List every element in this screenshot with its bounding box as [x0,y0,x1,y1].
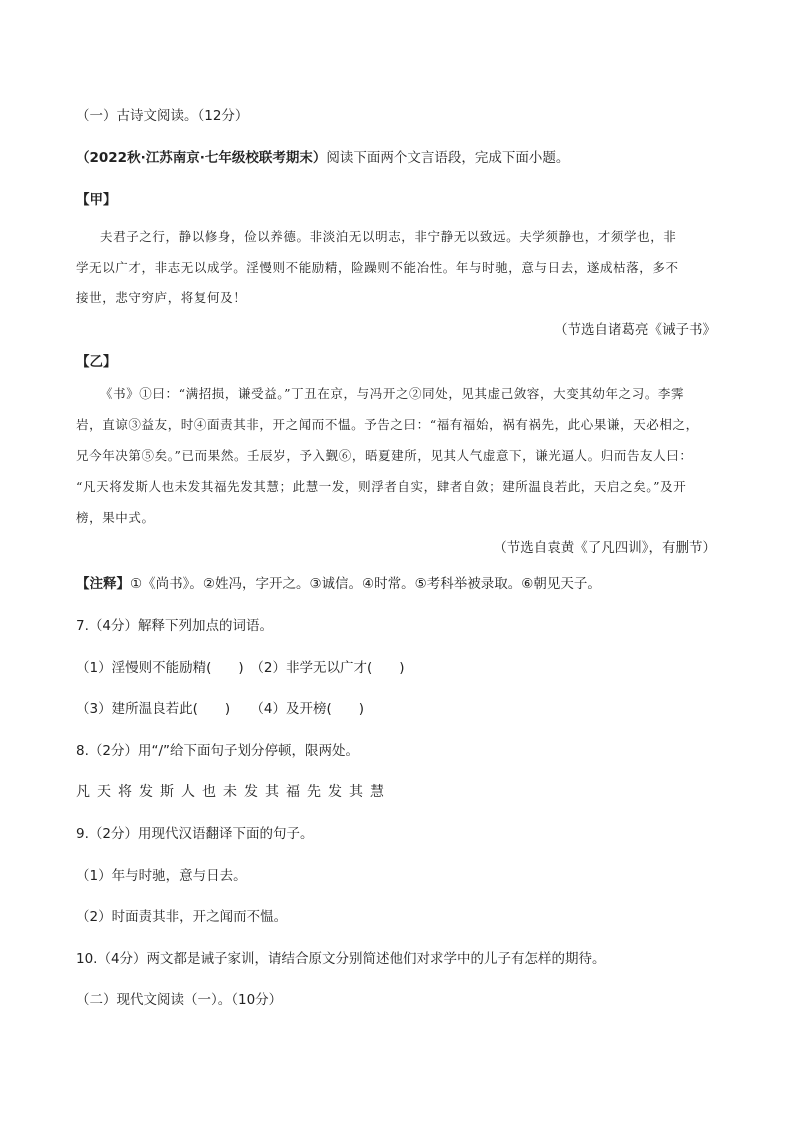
notes-text: ①《尚书》。②姓冯，字开之。③诚信。④时常。⑤考科举被录取。⑥朝见天子。 [130,576,601,592]
jia-line-2: 学无以广才，非志无以成学。淫慢则不能励精，险躁则不能冶性。年与时驰，意与日去，遂成枯落，多不 [76,260,679,275]
q7-row-2: （3）建所温良若此( ) （4）及开榜( ) [76,701,364,717]
intro-line [76,148,569,168]
q9-item-2: （2）时面责其非，开之闻而不愠。 [76,909,288,925]
q10-title: 10.（4分）两文都是诫子家训，请结合原文分别简述他们对求学中的儿子有怎样的期待。 [76,951,606,967]
yi-label: 【乙】 [76,354,117,370]
q9-title: 9.（2分）用现代汉语翻译下面的句子。 [76,826,314,842]
section1-title: （一）古诗文阅读。（12分） [76,108,249,124]
intro-text: 阅读下面两个文言语段，完成下面小题。 [326,150,570,166]
jia-line-3: 接世，悲守穷庐，将复何及！ [76,290,247,305]
q8-title: 8.（2分）用“/”给下面句子划分停顿，限两处。 [76,743,360,759]
section2-title: （二）现代文阅读（一）。（10分） [76,992,283,1008]
notes-label: 【注释】 [76,576,130,592]
q7-row-1: （1）淫慢则不能励精( ) （2）非学无以广才( ) [76,660,405,676]
yi-line-1: 《书》①曰：“满招损，谦受益。”丁丑在京，与冯开之②同处，见其虚己敛容，大变其幼年之习。李霁 [100,386,685,401]
intro-source: （2022秋·江苏南京·七年级校联考期末） [76,150,327,166]
q8-sentence: 凡天将发斯人也未发其福先发其慧 [76,784,391,800]
yi-line-4: “凡天将发斯人也未发其福先发其慧；此慧一发，则浮者自实，肆者自敛；建所温良若此，天启之矣。”及开 [76,479,687,494]
yi-line-2: 岩，直谅③益友，时④面责其非，开之闻而不愠。予告之曰：“福有福始，祸有祸先，此心果谦，天必相之， [76,417,699,432]
yi-line-3: 兄今年决第⑤矣。”已而果然。壬辰岁，予入觐⑥，晤夏建所，见其人气虚意下，谦光逼人。归而告友人曰： [76,448,693,463]
yi-line-5: 榜，果中式。 [76,510,155,525]
notes-line [76,574,601,594]
jia-line-1: 夫君子之行，静以修身，俭以养德。非淡泊无以明志，非宁静无以致远。夫学须静也，才须学也，非 [100,229,677,244]
yi-source: （节选自袁黄《了凡四训》，有删节） [493,540,716,556]
jia-label: 【甲】 [76,192,117,208]
q9-item-1: （1）年与时驰，意与日去。 [76,868,247,884]
jia-source: （节选自诸葛亮《诫子书》 [554,322,716,338]
q7-title: 7.（4分）解释下列加点的词语。 [76,618,273,634]
